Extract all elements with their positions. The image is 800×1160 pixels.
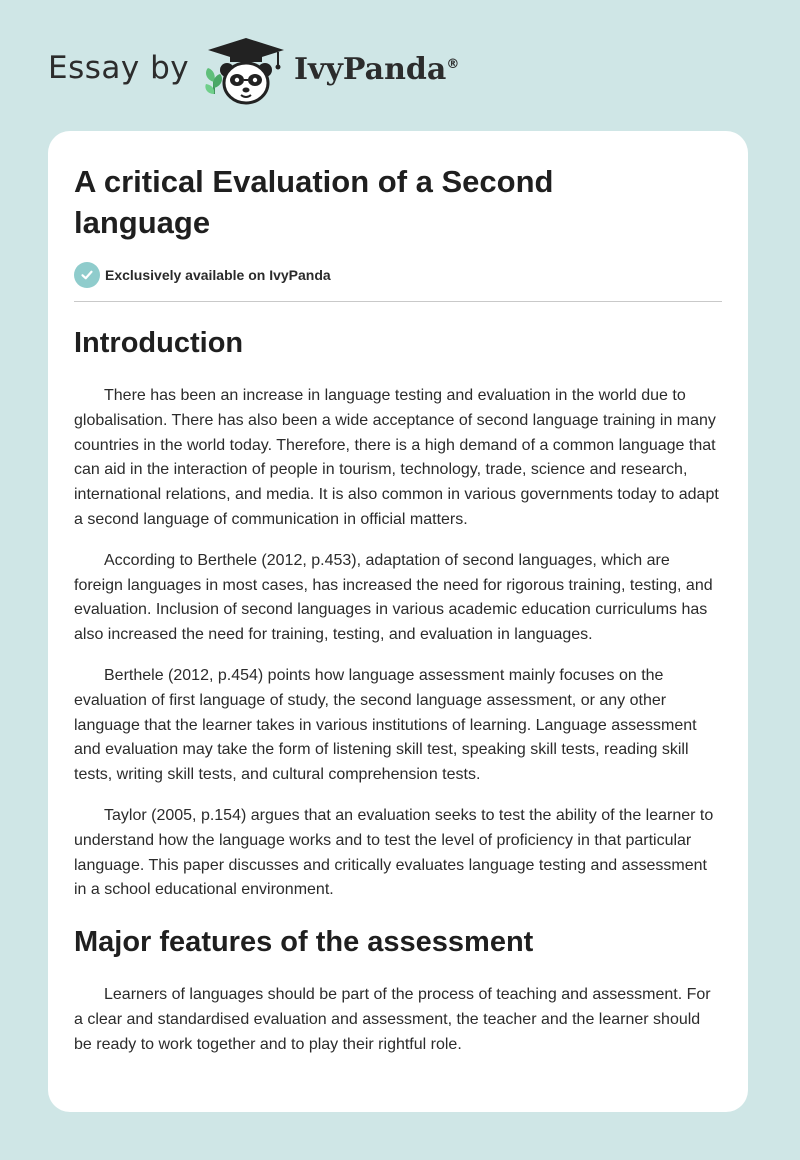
leaf-icon <box>205 68 222 94</box>
essay-card <box>48 131 748 1112</box>
section-heading: Major features of the assessment <box>74 926 534 959</box>
paragraph: Learners of languages should be part of the process of teaching and assessment. For a clear and standardised evaluation and assessment, the teacher and the learner should be ready to work together and to play their rightful role. <box>74 986 711 1053</box>
essay-title: A critical Evaluation of a Second language <box>74 164 554 240</box>
paragraph: Taylor (2005, p.154) argues that an evaluation seeks to test the ability of the learner to understand how the language works and to test the level of proficiency in that particular language. This paper discusses and critically evaluates language testing and assessment in a school educational environment. <box>74 806 714 899</box>
site-header <box>0 0 800 120</box>
exclusive-badge-label: Exclusively available on IvyPanda <box>105 267 331 283</box>
paragraph: There has been an increase in language testing and evaluation in the world due to globalisation. There has also been a wide acceptance of second language training in many countries in the world today. Therefore, there is a high demand of a common language that can aid in the interaction of people in tourism, technology, trade, science and research, international relations, and media. It is also common in various governments today to adapt a second language of communication in official matters. <box>74 387 719 528</box>
section-heading: Introduction <box>74 327 244 359</box>
brand-name[interactable] <box>294 52 459 87</box>
divider <box>74 301 722 302</box>
exclusive-badge <box>74 262 722 288</box>
check-circle-icon <box>74 262 100 288</box>
ivypanda-logo-icon[interactable] <box>200 36 290 108</box>
brand-text: IvyPanda <box>294 52 447 87</box>
paragraph: According to Berthele (2012, p.453), adaptation of second languages, which are foreign languages in most cases, has increased the need for rigorous training, testing, and evaluation. Inclusion of second languages in various academic education curriculums has also increased the need for training, testing, and evaluation in languages. <box>74 551 713 644</box>
essay-by-label: Essay by <box>48 50 190 86</box>
registered-mark: ® <box>446 57 460 72</box>
paragraph: Berthele (2012, p.454) points how language assessment mainly focuses on the evaluation of first language of study, the second language assessment, or any other language that the learner takes in various institutions of learning. Language assessment and evaluation may take the form of listening skill test, speaking skill tests, reading skill tests, writing skill tests, and cultural comprehension tests. <box>74 666 697 784</box>
panda-face-icon <box>220 63 272 103</box>
